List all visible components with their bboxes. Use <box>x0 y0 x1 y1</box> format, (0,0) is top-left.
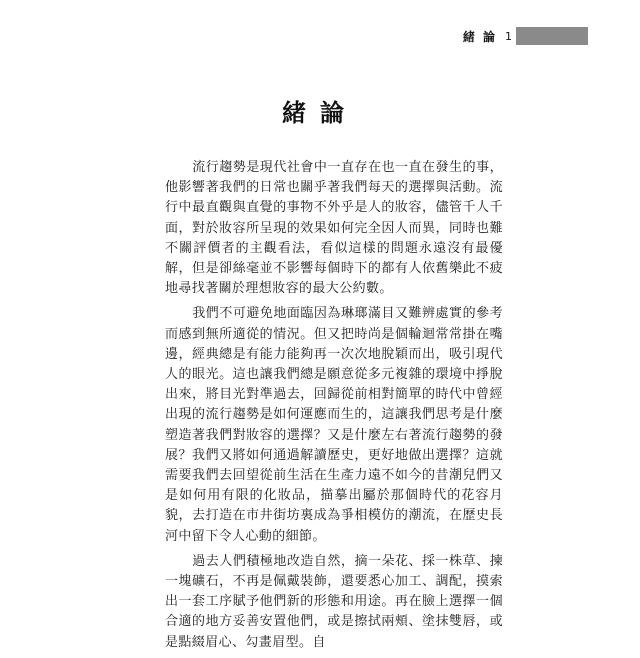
running-head-bar <box>516 27 588 45</box>
paragraph-2: 我們不可避免地面臨因為琳瑯滿目又難辨處實的參考而感到無所適從的情況。但又把時尚是個輪迴常常掛在嘴邊，經典總是有能力能夠再一次次地脫穎而出，吸引現代人的眼光。這也讓我們總是願意從多元複雜的環境中掙脫出來，將目光對準過去，回歸從前相對簡單的時代中曾經出現的流行趨勢是如何運應而生的，這讓我們思考是什麼塑造著我們對妝容的選擇？又是什麼左右著流行趨勢的發展？我們又將如何通過解讀歷史，更好地做出選擇？這就需要我們去回望從前生活在生產力遠不如今的昔潮兒們又是如何用有限的化妝品，描摹出屬於那個時代的花容月貌，去打造在市井街坊裏成為爭相模仿的潮流，在歷史長河中留下令人心動的細節。 <box>165 306 503 544</box>
running-head-title: 緒 論 <box>462 29 497 44</box>
page-number: 1 <box>505 29 512 43</box>
running-head <box>463 26 588 46</box>
body-text <box>165 158 503 658</box>
paragraph-1: 流行趨勢是現代社會中一直存在也一直在發生的事，他影響著我們的日常也關乎著我們每天的選擇與活動。流行中最直觀與直覺的事物不外乎是人的妝容，儘管千人千面，對於妝容所呈現的效果如何完全因人而異，同時也難不關評價者的主觀看法，看似這樣的問題永遠沒有最優解，但是卻絲毫並不影響每個時下的都有人依舊樂此不疲地尋找著關於理想妝容的最大公約數。 <box>165 160 503 297</box>
chapter-title: 緒論 <box>282 99 358 127</box>
paragraph-3: 過去人們積極地改造自然，摘一朵花、採一株草、揀一塊礦石，不再是佩戴裝飾，還要悉心加工、調配，摸索出一套工序賦予他們新的形態和用途。再在臉上選擇一個合適的地方妥善安置他們，或是擦拭兩頰、塗抹雙唇，或是點綴眉心、勾畫眉型。自 <box>165 553 503 650</box>
